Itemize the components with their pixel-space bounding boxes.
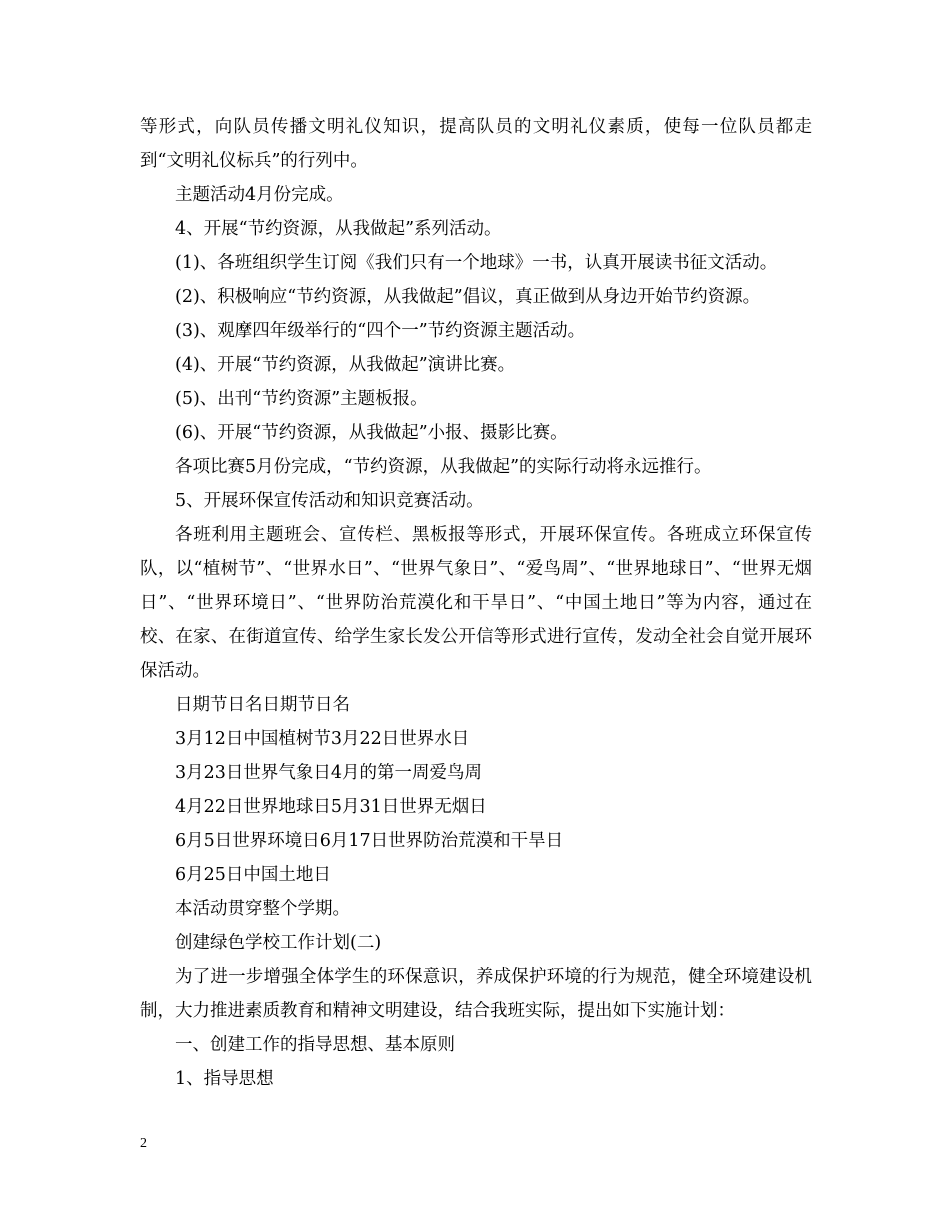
list-item: (2)、积极响应“节约资源，从我做起”倡议，真正做到从身边开始节约资源。 <box>175 287 761 307</box>
paragraph: 主题活动4月份完成。 <box>175 185 344 205</box>
date-table-row: 3月12日中国植树节3月22日世界水日 <box>175 729 470 749</box>
paragraph-continuation: 等形式，向队员传播文明礼仪知识，提高队员的文明礼仪素质，使每一位队员都走到“文明礼仪标兵”的行列中。 <box>140 117 812 171</box>
paragraph: 为了进一步增强全体学生的环保意识，养成保护环境的行为规范，健全环境建设机制，大力推进素质教育和精神文明建设，结合我班实际，提出如下实施计划： <box>140 967 812 1021</box>
page-number: 2 <box>140 1136 147 1151</box>
list-item: (3)、观摩四年级举行的“四个一”节约资源主题活动。 <box>175 321 586 341</box>
date-table-row: 4月22日世界地球日5月31日世界无烟日 <box>175 797 487 817</box>
paragraph: 各项比赛5月份完成，“节约资源，从我做起”的实际行动将永远推行。 <box>175 457 712 477</box>
section-heading: 4、开展“节约资源，从我做起”系列活动。 <box>175 219 502 239</box>
list-item: (5)、出刊“节约资源”主题板报。 <box>175 389 428 409</box>
list-item: (4)、开展“节约资源，从我做起”演讲比赛。 <box>175 355 516 375</box>
paragraph: 各班利用主题班会、宣传栏、黑板报等形式，开展环保宣传。各班成立环保宣传队，以“植树节”、“世界水日”、“世界气象日”、“爱鸟周”、“世界地球日”、“世界无烟日”、“世界环境日”、“世界防治荒漠化和干旱日”、“中国土地日”等为内容，通过在校、在家、在街道宣传、给学生家长发公开信等形式进行宣传，发动全社会自觉开展环保活动。 <box>140 525 812 681</box>
section-heading: 一、创建工作的指导思想、基本原则 <box>175 1035 455 1055</box>
date-table-header: 日期节日名日期节日名 <box>175 695 350 715</box>
document-title: 创建绿色学校工作计划(二) <box>175 933 382 953</box>
subsection-heading: 1、指导思想 <box>175 1069 274 1089</box>
section-heading: 5、开展环保宣传活动和知识竞赛活动。 <box>175 491 484 511</box>
date-table-row: 6月5日世界环境日6月17日世界防治荒漠和干旱日 <box>175 831 564 851</box>
list-item: (6)、开展“节约资源，从我做起”小报、摄影比赛。 <box>175 423 568 443</box>
paragraph: 本活动贯穿整个学期。 <box>175 899 350 919</box>
date-table-row: 3月23日世界气象日4月的第一周爱鸟周 <box>175 763 483 783</box>
document-body <box>140 110 812 1096</box>
date-table-row: 6月25日中国土地日 <box>175 865 331 885</box>
list-item: (1)、各班组织学生订阅《我们只有一个地球》一书，认真开展读书征文活动。 <box>175 253 778 273</box>
